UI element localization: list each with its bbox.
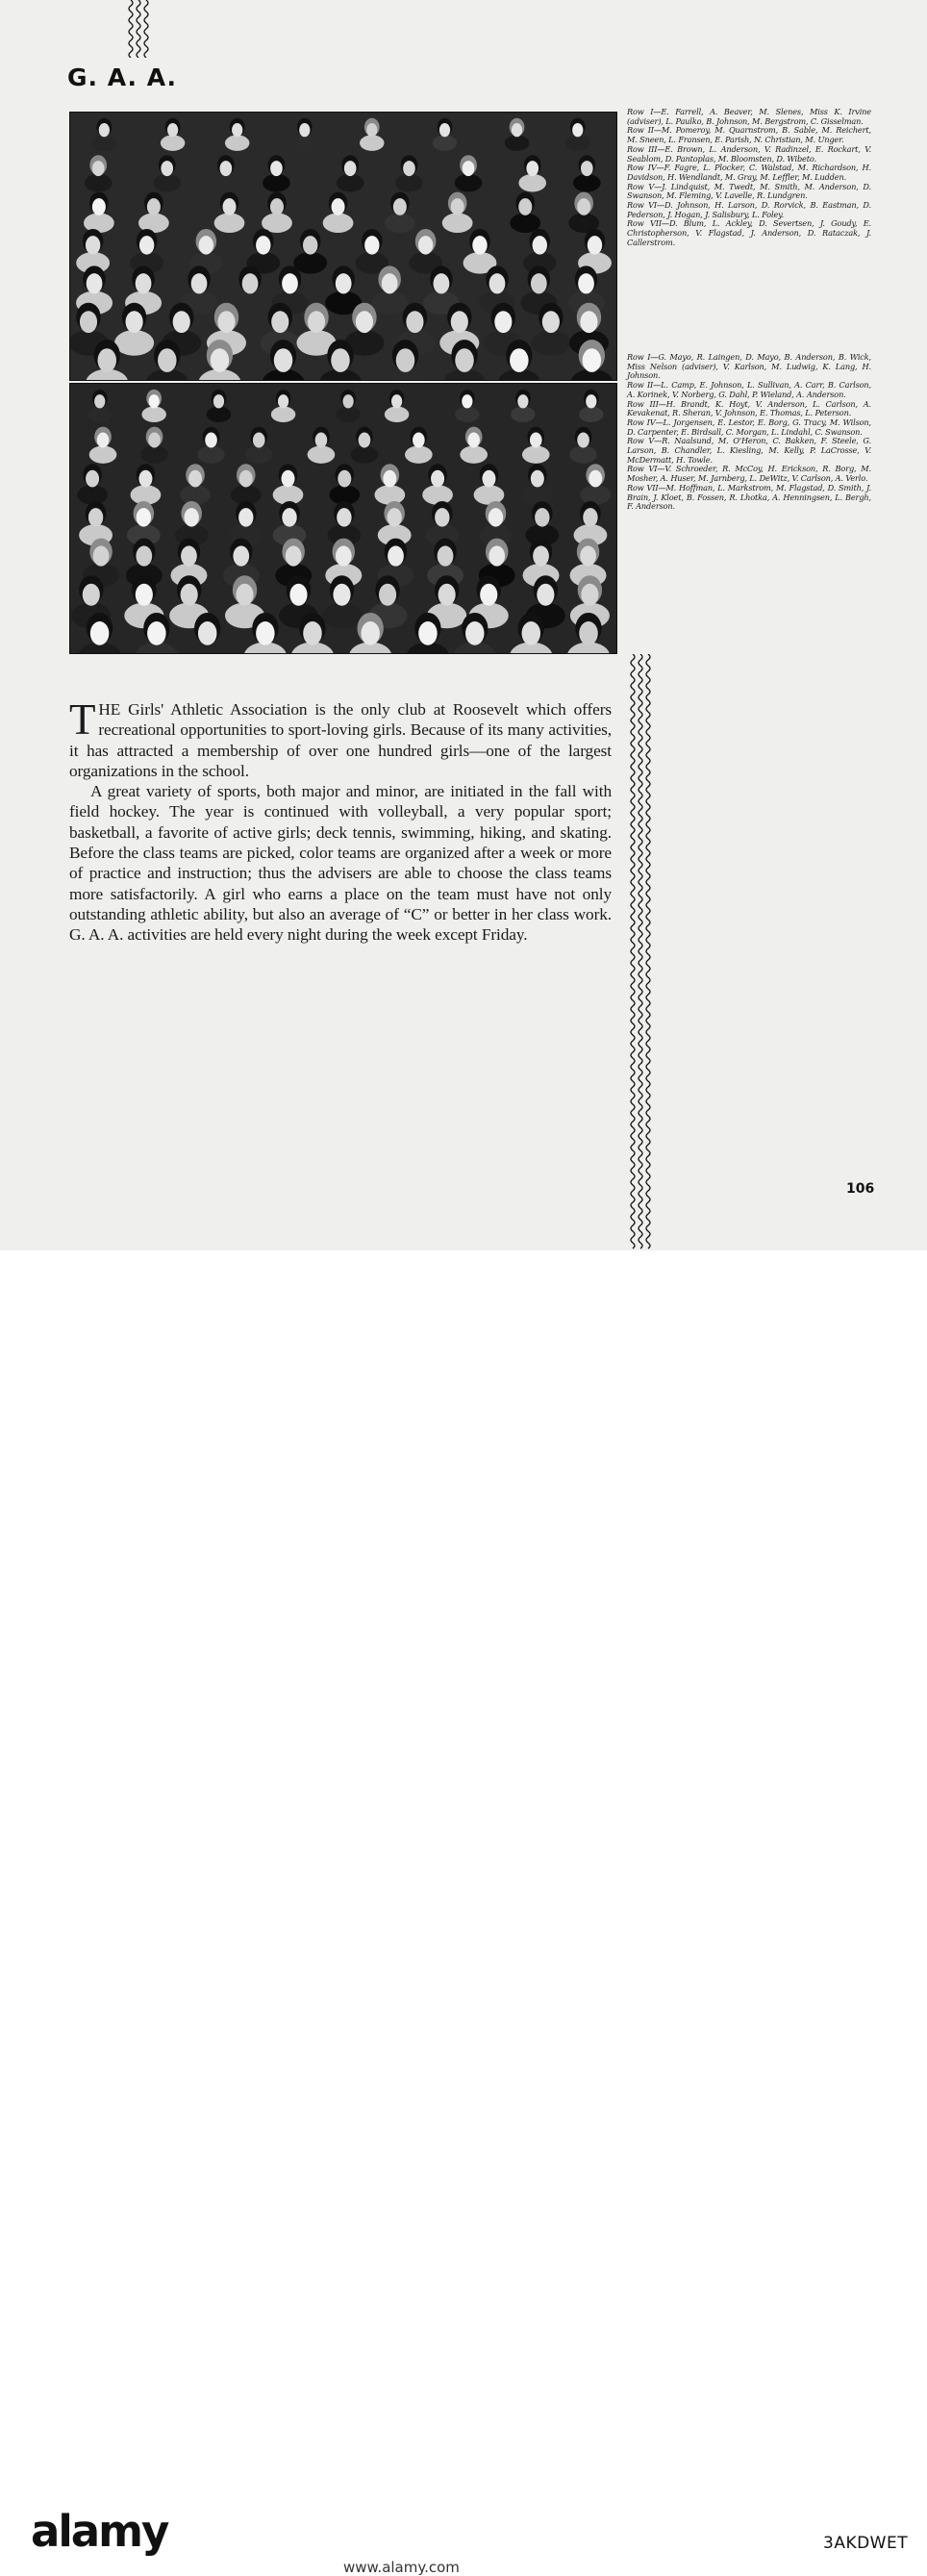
article-paragraph-1 — [69, 695, 612, 781]
caption-row: Row V—J. Lindquist, M. Twedt, M. Smith, M. Anderson, D. Swanson, M. Fleming, V. Lavelle, R. Lundgren. — [627, 181, 871, 201]
watermark-footer — [0, 1250, 927, 2576]
caption-row: Row III—H. Brandt, K. Hoyt, V. Anderson, L. Carlson, A. Kevakenat, R. Sheran, V. Johnson, E. Thomas, L. Peterson. — [627, 398, 871, 418]
caption-row: Row II—L. Camp, E. Johnson, L. Sullivan, A. Carr, B. Carlson, A. Korinek, V. Norberg, G. Dahl, P. Wieland, A. Anderson. — [627, 380, 871, 399]
group-photo-bottom — [69, 383, 617, 654]
caption-row: Row VI—V. Schroeder, R. McCoy, H. Erickson, R. Borg, M. Mosher, A. Huser, M. Jarnberg, L. DeWitz, V. Carlson, A. Verlo. — [627, 464, 871, 484]
caption-row: Row I—G. Mayo, R. Laingen, D. Mayo, B. Anderson, B. Wick, Miss Nelson (adviser), V. Karlson, M. Ludwig, K. Lang, H. Johnson. — [627, 352, 871, 381]
alamy-logo: alamy — [31, 2506, 168, 2557]
wavy-divider-top — [123, 0, 156, 58]
caption-row: Row IV—L. Jorgensen, E. Lestor, E. Borg, G. Tracy, M. Wilson, D. Carpenter, E. Birdsall, C. Morgan, L. Lindahl, C. Swanson. — [627, 417, 871, 437]
caption-top — [627, 108, 871, 248]
caption-row: Row I—E. Farrell, A. Beaver, M. Slenes, Miss K. Irvine (adviser), L. Paulko, B. Johnson, M. Bergstrom, C. Gisselman. — [627, 107, 871, 126]
caption-row: Row II—M. Pomeroy, M. Quarnstrom, B. Sable, M. Reichert, M. Sneen, L. Fransen, E. Parish, N. Christian, M. Unger. — [627, 125, 871, 145]
yearbook-page — [0, 0, 927, 1250]
page-title: G. A. A. — [67, 63, 178, 91]
caption-row: Row III—E. Brown, L. Anderson, V. Radinzel, E. Rockart, V. Seablom, D. Pantoplas, M. Bloomsten, D. Wibeto. — [627, 143, 871, 164]
caption-row: Row VII—M. Hoffman, L. Markstrom, M. Flagstad, D. Smith, J. Brain, J. Kloet, B. Fossen, R. Lhotka, A. Henningsen, L. Bergh, F. Anderson. — [627, 482, 871, 512]
footer-url: www.alamy.com — [343, 2559, 460, 2576]
caption-row: Row IV—F. Fagre, L. Plocker, C. Walstad, M. Richardson, H. Davidson, H. Wendlandt, M. Gray, M. Leffler, M. Ludden. — [627, 163, 871, 182]
group-photo-top — [69, 112, 617, 381]
drop-cap: T — [69, 695, 96, 744]
caption-row: Row VII—D. Blum, L. Ackley, D. Severtsen, J. Goudy, E. Christopherson, V. Flagstad, J. Anderson, D. Rataczak, J. Callerstrom. — [627, 218, 871, 247]
article-body — [69, 695, 612, 946]
image-id: 3AKDWET — [823, 2534, 909, 2553]
caption-bottom — [627, 353, 871, 512]
caption-row: Row VI—D. Johnson, H. Larson, D. Rorvick, B. Eastman, D. Pederson, J. Hogan, J. Salisbury, L. Foley. — [627, 200, 871, 219]
wavy-divider-right — [625, 654, 658, 1250]
article-paragraph-2: A great variety of sports, both major and minor, are initiated in the fall with field hockey. The year is continued with volleyball, a very popular sport; basketball, a favorite of active girls; deck tennis, swimming, hiking, and skating. Before the class teams are picked, color teams are organized after a week or more of practice and instruction; thus the advisers are able to choose the class teams more satisfactorily. A girl who earns a place on the team must have not only outstanding athletic ability, but also an average of “C” or better in her class work. G. A. A. activities are held every night during the week except Friday. — [69, 782, 612, 945]
caption-row: Row V—R. Naalsund, M. O'Heron, C. Bakken, F. Steele, G. Larson, B. Chandler, L. Kiesling, M. Kelly, P. LaCrosse, V. McDermatt, H. Towle. — [627, 436, 871, 465]
paragraph-1-text: HE Girls' Athletic Association is the only club at Roosevelt which offers recreational opportunities to sport-loving girls. Because of its many activities, it has attracted a membership of over one hundred girls—one of the largest organizations in the school. — [69, 700, 612, 780]
page-number: 106 — [846, 1181, 875, 1197]
